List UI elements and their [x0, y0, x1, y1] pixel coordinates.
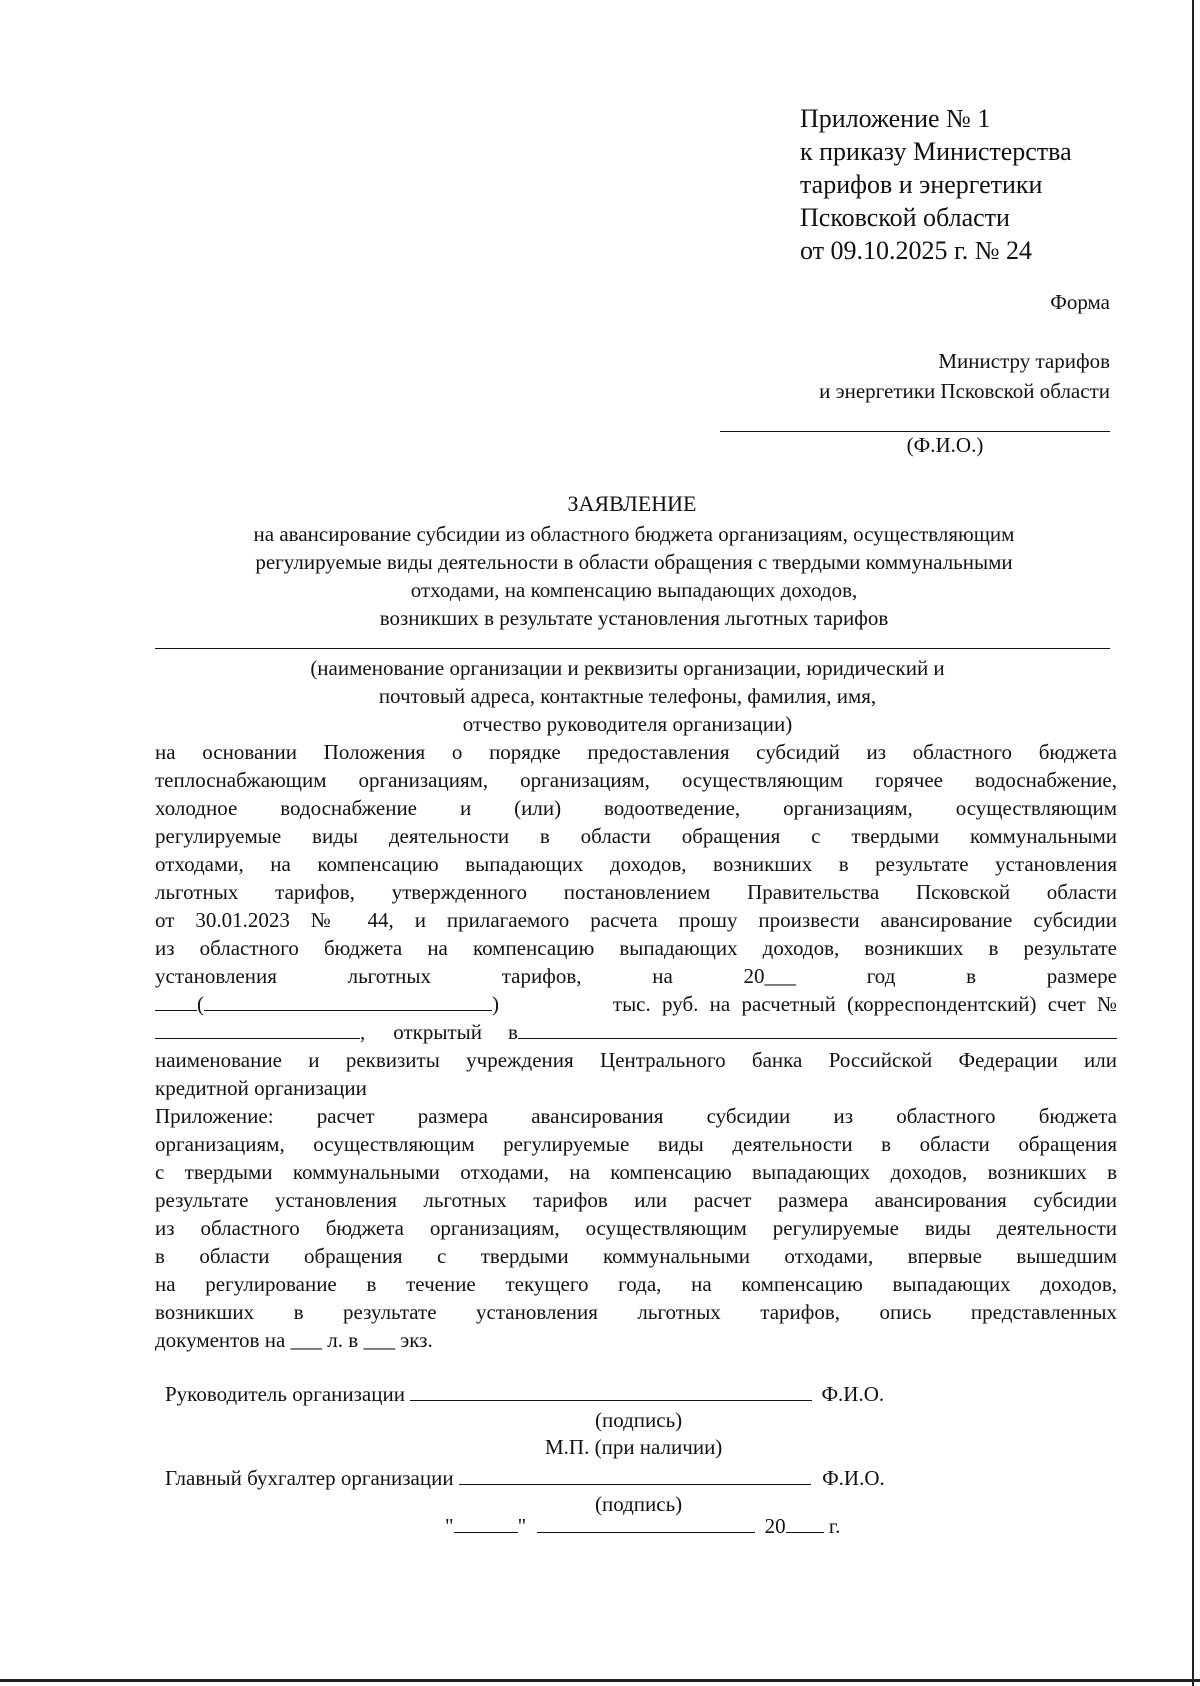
docs-after: экз. — [400, 1328, 433, 1352]
subtitle-line: отходами, на компенсацию выпадающих доходов, — [410, 578, 858, 602]
attachment-line: с твердыми коммунальными отходами, на компенсацию выпадающих доходов, возникших в — [155, 1160, 1117, 1184]
account-in: в — [508, 1020, 518, 1044]
amount-group — [155, 990, 499, 1018]
head-signature-caption: (подпись) — [595, 1408, 683, 1432]
appendix-line: от 09.10.2025 г. № 24 — [800, 236, 1033, 265]
account-comma: , — [360, 1020, 366, 1044]
date-quote-open: " — [445, 1514, 454, 1538]
year-field[interactable]: 20___ — [743, 964, 796, 988]
attachment-line: организациям, осуществляющим регулируемые виды деятельности в области обращения — [155, 1132, 1117, 1156]
documents-count-line — [155, 1326, 1117, 1354]
amount-paren-close: ) — [492, 992, 499, 1016]
date-year-suffix: г. — [828, 1514, 841, 1538]
addressee-line-2: и энергетики Псковской области — [819, 379, 1110, 403]
amount-text: тыс. руб. на расчетный (корреспондентский) счет № — [612, 992, 1117, 1016]
year-word: льготных — [347, 964, 432, 988]
document-subtitle — [168, 520, 1100, 632]
attachment-line: результате установления льготных тарифов или расчет размера авансирования субсидии — [155, 1188, 1117, 1212]
docs-before: документов на — [155, 1328, 286, 1352]
amount-number-field[interactable] — [155, 990, 197, 1011]
appendix-line: Приложение № 1 — [800, 104, 991, 133]
bank-line: наименование и реквизиты учреждения Центрального банка Российской Федерации или — [155, 1048, 1117, 1072]
date-day-field[interactable] — [454, 1512, 518, 1533]
fio-caption-text: (Ф.И.О.) — [906, 433, 984, 457]
attachment-line: на регулирование в течение текущего года, на компенсацию выпадающих доходов, — [155, 1272, 1117, 1296]
date-year-prefix: 20 — [764, 1514, 786, 1538]
head-signature-row — [165, 1380, 884, 1408]
year-word: установления — [155, 964, 277, 988]
org-caption-line: почтовый адреса, контактные телефоны, фамилия, имя, — [378, 684, 877, 708]
application-body — [155, 738, 1117, 1354]
bank-line: кредитной организации — [155, 1076, 367, 1100]
document-title: ЗАЯВЛЕНИЕ — [567, 491, 697, 516]
body-line: отходами, на компенсацию выпадающих доходов, возникших в результате установления — [155, 852, 1117, 876]
attachment-line: из областного бюджета организациям, осуществляющим регулируемые виды деятельности — [155, 1216, 1117, 1240]
pages-field[interactable]: ___ — [290, 1328, 323, 1352]
body-line-amount — [155, 990, 1117, 1018]
attachment-line: возникших в результате установления льготных тарифов, опись представленных — [155, 1300, 1117, 1324]
year-word: на — [652, 964, 673, 988]
accountant-label: Главный бухгалтер организации — [165, 1466, 454, 1490]
date-year-field[interactable] — [786, 1512, 824, 1533]
org-caption-line: отчество руководителя организации) — [462, 712, 793, 736]
date-quote-close: " — [517, 1514, 527, 1538]
year-word: размере — [1046, 964, 1117, 988]
year-word: год — [866, 964, 896, 988]
subtitle-line: регулируемые виды деятельности в области обращения с твердыми коммунальными — [255, 550, 1013, 574]
page-edge-bottom — [0, 1679, 1200, 1682]
accountant-signature-caption: (подпись) — [595, 1492, 683, 1516]
body-line: регулируемые виды деятельности в области обращения с твердыми коммунальными — [155, 824, 1117, 848]
date-row — [445, 1512, 840, 1540]
page-edge-right — [1192, 0, 1194, 1686]
attachment-line: Приложение: расчет размера авансирования субсидии из областного бюджета — [155, 1104, 1117, 1128]
form-label: Форма — [1050, 290, 1110, 314]
organization-fill-line — [155, 648, 1110, 649]
head-signature-field[interactable] — [410, 1380, 812, 1401]
appendix-line: Псковской области — [800, 203, 1010, 232]
body-line: льготных тарифов, утвержденного постановлением Правительства Псковской области — [155, 880, 1117, 904]
accountant-signature-row — [165, 1464, 885, 1492]
head-fio: Ф.И.О. — [821, 1382, 885, 1406]
stamp-caption: М.П. (при наличии) — [545, 1435, 723, 1459]
body-line-account — [155, 1018, 1117, 1046]
bank-name-field[interactable] — [518, 1018, 1117, 1039]
amount-words-field[interactable] — [204, 990, 492, 1011]
addressee-fio-caption — [720, 432, 1110, 458]
head-label: Руководитель организации — [165, 1382, 405, 1406]
copies-field[interactable]: ___ — [363, 1328, 395, 1352]
appendix-line: тарифов и энергетики — [800, 170, 1043, 199]
organization-caption — [155, 654, 1100, 738]
body-line: на основании Положения о порядке предоставления субсидий из областного бюджета — [155, 740, 1117, 764]
date-month-field[interactable] — [537, 1512, 755, 1533]
accountant-signature-field[interactable] — [459, 1464, 811, 1485]
attachment-line: в области обращения с твердыми коммунальными отходами, впервые вышедшим — [155, 1244, 1117, 1268]
body-line: теплоснабжающим организациям, организациям, осуществляющим горячее водоснабжение, — [155, 768, 1117, 792]
account-number-field[interactable] — [155, 1018, 360, 1039]
body-line-year — [155, 962, 1117, 990]
body-line: холодное водоснабжение и (или) водоотведение, организациям, осуществляющим — [155, 796, 1117, 820]
body-line: от 30.01.2023 № 44, и прилагаемого расчета прошу произвести авансирование субсидии — [155, 908, 1117, 932]
org-caption-line: (наименование организации и реквизиты организации, юридический и — [310, 656, 945, 680]
appendix-header — [800, 102, 1072, 267]
amount-paren-open: ( — [197, 992, 204, 1016]
year-word: тарифов, — [501, 964, 582, 988]
docs-middle: л. в — [327, 1328, 359, 1352]
year-word: в — [966, 964, 977, 988]
body-line: из областного бюджета на компенсацию выпадающих доходов, возникших в результате — [155, 936, 1117, 960]
accountant-fio: Ф.И.О. — [822, 1466, 885, 1490]
account-opened: открытый — [393, 1020, 482, 1044]
subtitle-line: возникших в результате установления льготных тарифов — [379, 606, 889, 630]
addressee-line-1: Министру тарифов — [938, 349, 1110, 373]
addressee-block — [690, 346, 1110, 406]
subtitle-line: на авансирование субсидии из областного бюджета организациям, осуществляющим — [253, 522, 1015, 546]
appendix-line: к приказу Министерства — [800, 137, 1072, 166]
